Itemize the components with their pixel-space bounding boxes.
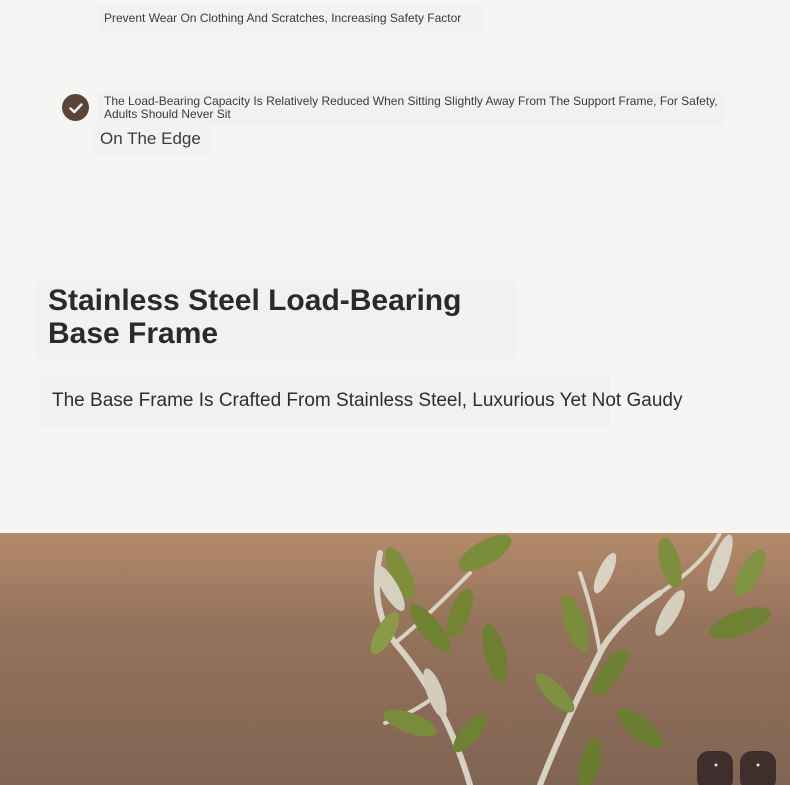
safety-note-load-tail: On The Edge <box>92 124 210 154</box>
product-photo <box>0 533 790 785</box>
safety-note-load: The Load-Bearing Capacity Is Relatively Reduced When Sitting Slightly Away From The Support Frame, For Safety, Adults Should Never Sit <box>98 92 724 126</box>
plant-branch-illustration <box>0 533 790 785</box>
section-title: Stainless Steel Load-Bearing Base Frame <box>48 284 462 350</box>
checkmark-circle-icon <box>62 94 89 121</box>
section-subtitle: The Base Frame Is Crafted From Stainless Steel, Luxurious Yet Not Gaudy <box>52 390 683 411</box>
safety-note-wear: Prevent Wear On Clothing And Scratches, Increasing Safety Factor <box>98 4 484 33</box>
